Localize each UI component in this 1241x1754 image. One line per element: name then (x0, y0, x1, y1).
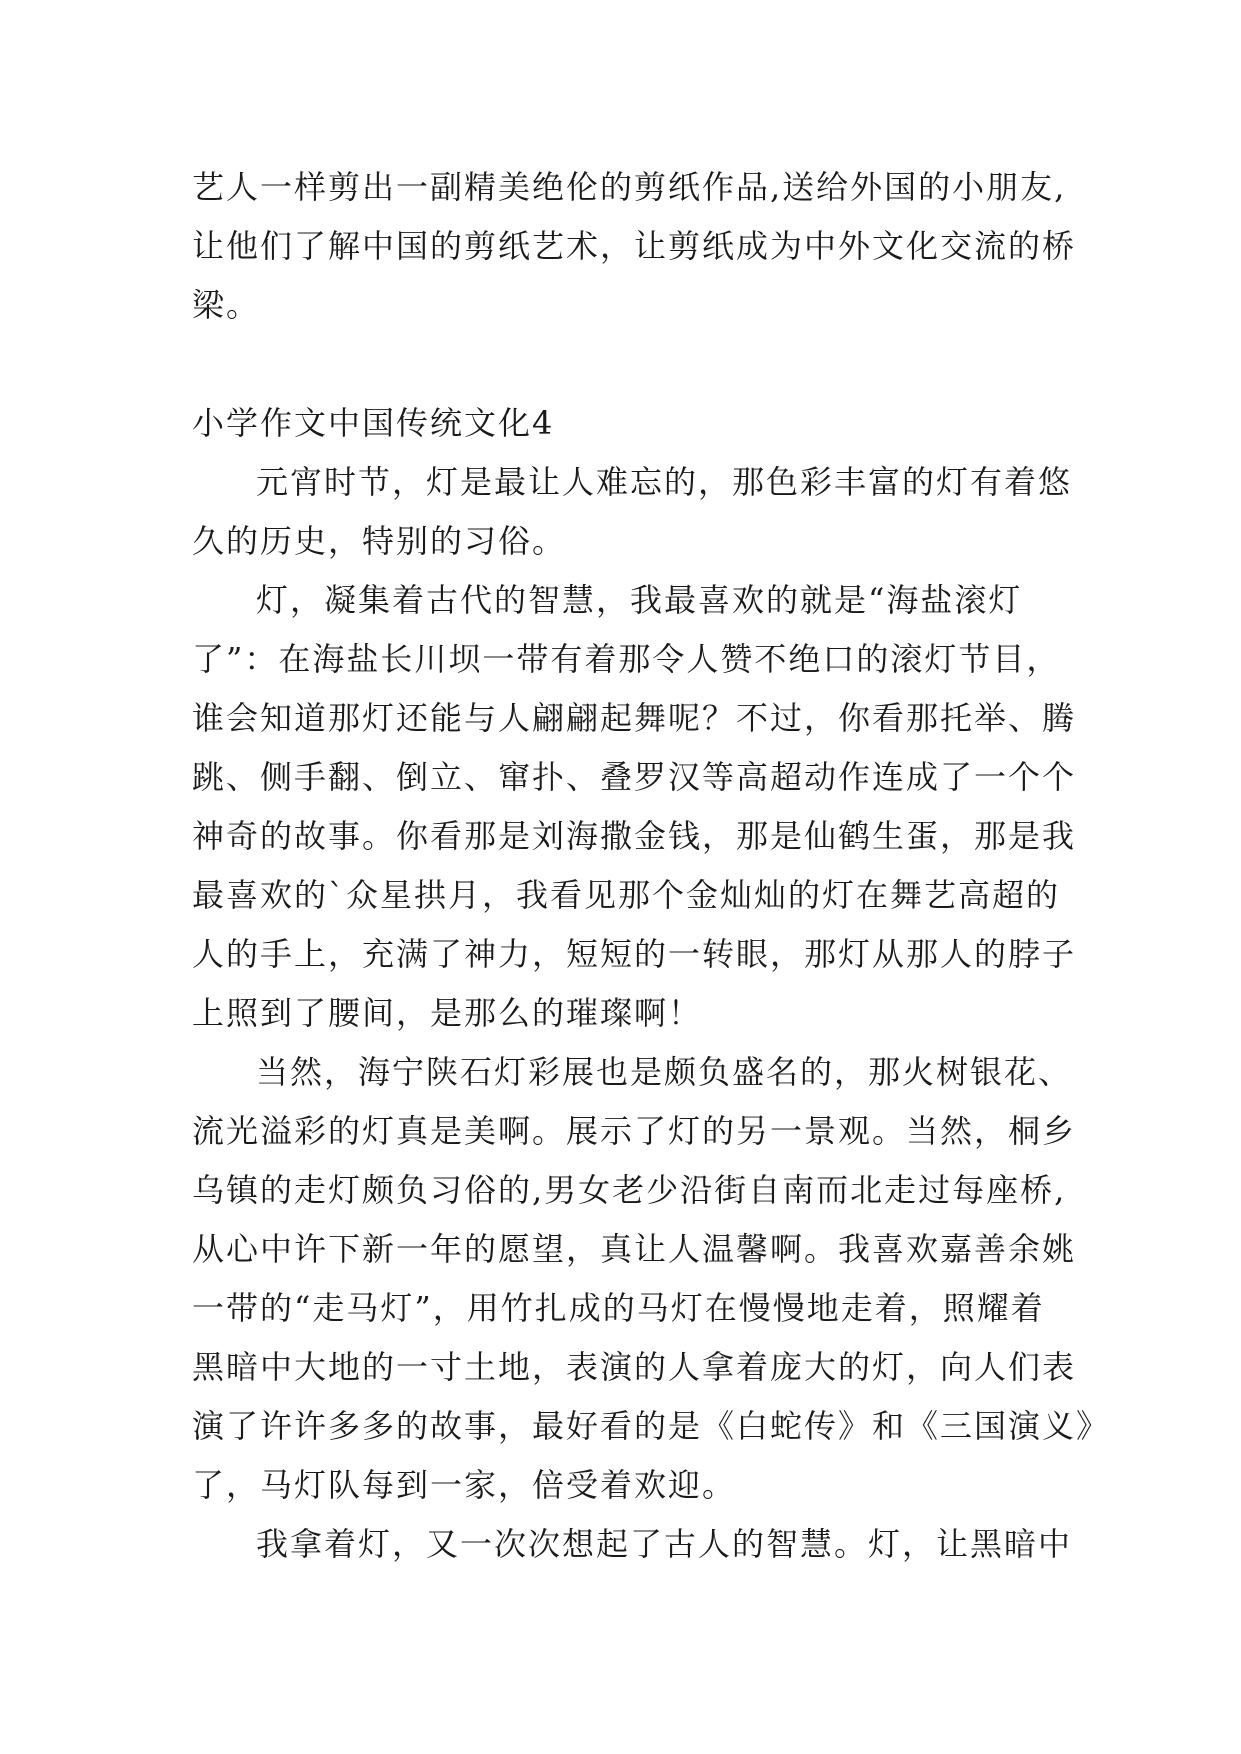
text-line: 最喜欢的`众星拱月，我看见那个金灿灿的灯在舞艺高超的 (192, 876, 1061, 914)
text-line: 一带的“走马灯”，用竹扎成的马灯在慢慢地走着，照耀着 (192, 1289, 1045, 1327)
text-line: 乌镇的走灯颇负习俗的,男女老少沿街自南而北走过每座桥, (192, 1171, 1067, 1209)
text-line: 当然，海宁陕石灯彩展也是颇负盛名的，那火树银花、 (256, 1053, 1073, 1091)
continued-paragraph (192, 158, 1077, 335)
text-line: 流光溢彩的灯真是美啊。展示了灯的另一景观。当然，桐乡 (192, 1112, 1077, 1150)
text-line: 谁会知道那灯还能与人翩翩起舞呢？不过，你看那托举、腾 (192, 699, 1077, 737)
text-line: 元宵时节，灯是最让人难忘的，那色彩丰富的灯有着悠 (256, 463, 1073, 501)
section-body (192, 453, 1111, 1574)
text-line: 跳、侧手翻、倒立、窜扑、叠罗汉等高超动作连成了一个个 (192, 758, 1077, 796)
text-line: 艺人一样剪出一副精美绝伦的剪纸作品,送给外国的小朋友, (192, 168, 1067, 206)
text-line: 了，马灯队每到一家，倍受着欢迎。 (192, 1466, 737, 1504)
paragraph-4 (192, 1515, 1072, 1574)
text-line: 神奇的故事。你看那是刘海撒金钱，那是仙鹤生蛋，那是我 (192, 817, 1077, 855)
text-line: 梁。 (192, 286, 261, 324)
text-line: 演了许许多多的故事，最好看的是《白蛇传》和《三国演义》 (192, 1407, 1111, 1445)
paragraph-1 (192, 453, 1072, 571)
text-line: 从心中许下新一年的愿望，真让人温馨啊。我喜欢嘉善余姚 (192, 1230, 1077, 1268)
text-line: 久的历史，特别的习俗。 (192, 522, 567, 560)
text-line: 了”：在海盐长川坝一带有着那令人赞不绝口的滚灯节目， (192, 640, 1061, 678)
text-line: 我拿着灯，又一次次想起了古人的智慧。灯，让黑暗中 (256, 1525, 1073, 1563)
text-line: 人的手上，充满了神力，短短的一转眼，那灯从那人的脖子 (192, 935, 1077, 973)
text-line: 黑暗中大地的一寸土地，表演的人拿着庞大的灯，向人们表 (192, 1348, 1077, 1386)
text-line: 灯，凝集着古代的智慧，我最喜欢的就是“海盐滚灯 (256, 581, 1023, 619)
paragraph-2 (192, 571, 1077, 1043)
text-line: 让他们了解中国的剪纸艺术，让剪纸成为中外文化交流的桥 (192, 227, 1077, 265)
paragraph-3 (192, 1043, 1111, 1515)
section-title: 小学作文中国传统文化4 (192, 404, 555, 442)
text-line: 上照到了腰间，是那么的璀璨啊！ (192, 994, 703, 1032)
